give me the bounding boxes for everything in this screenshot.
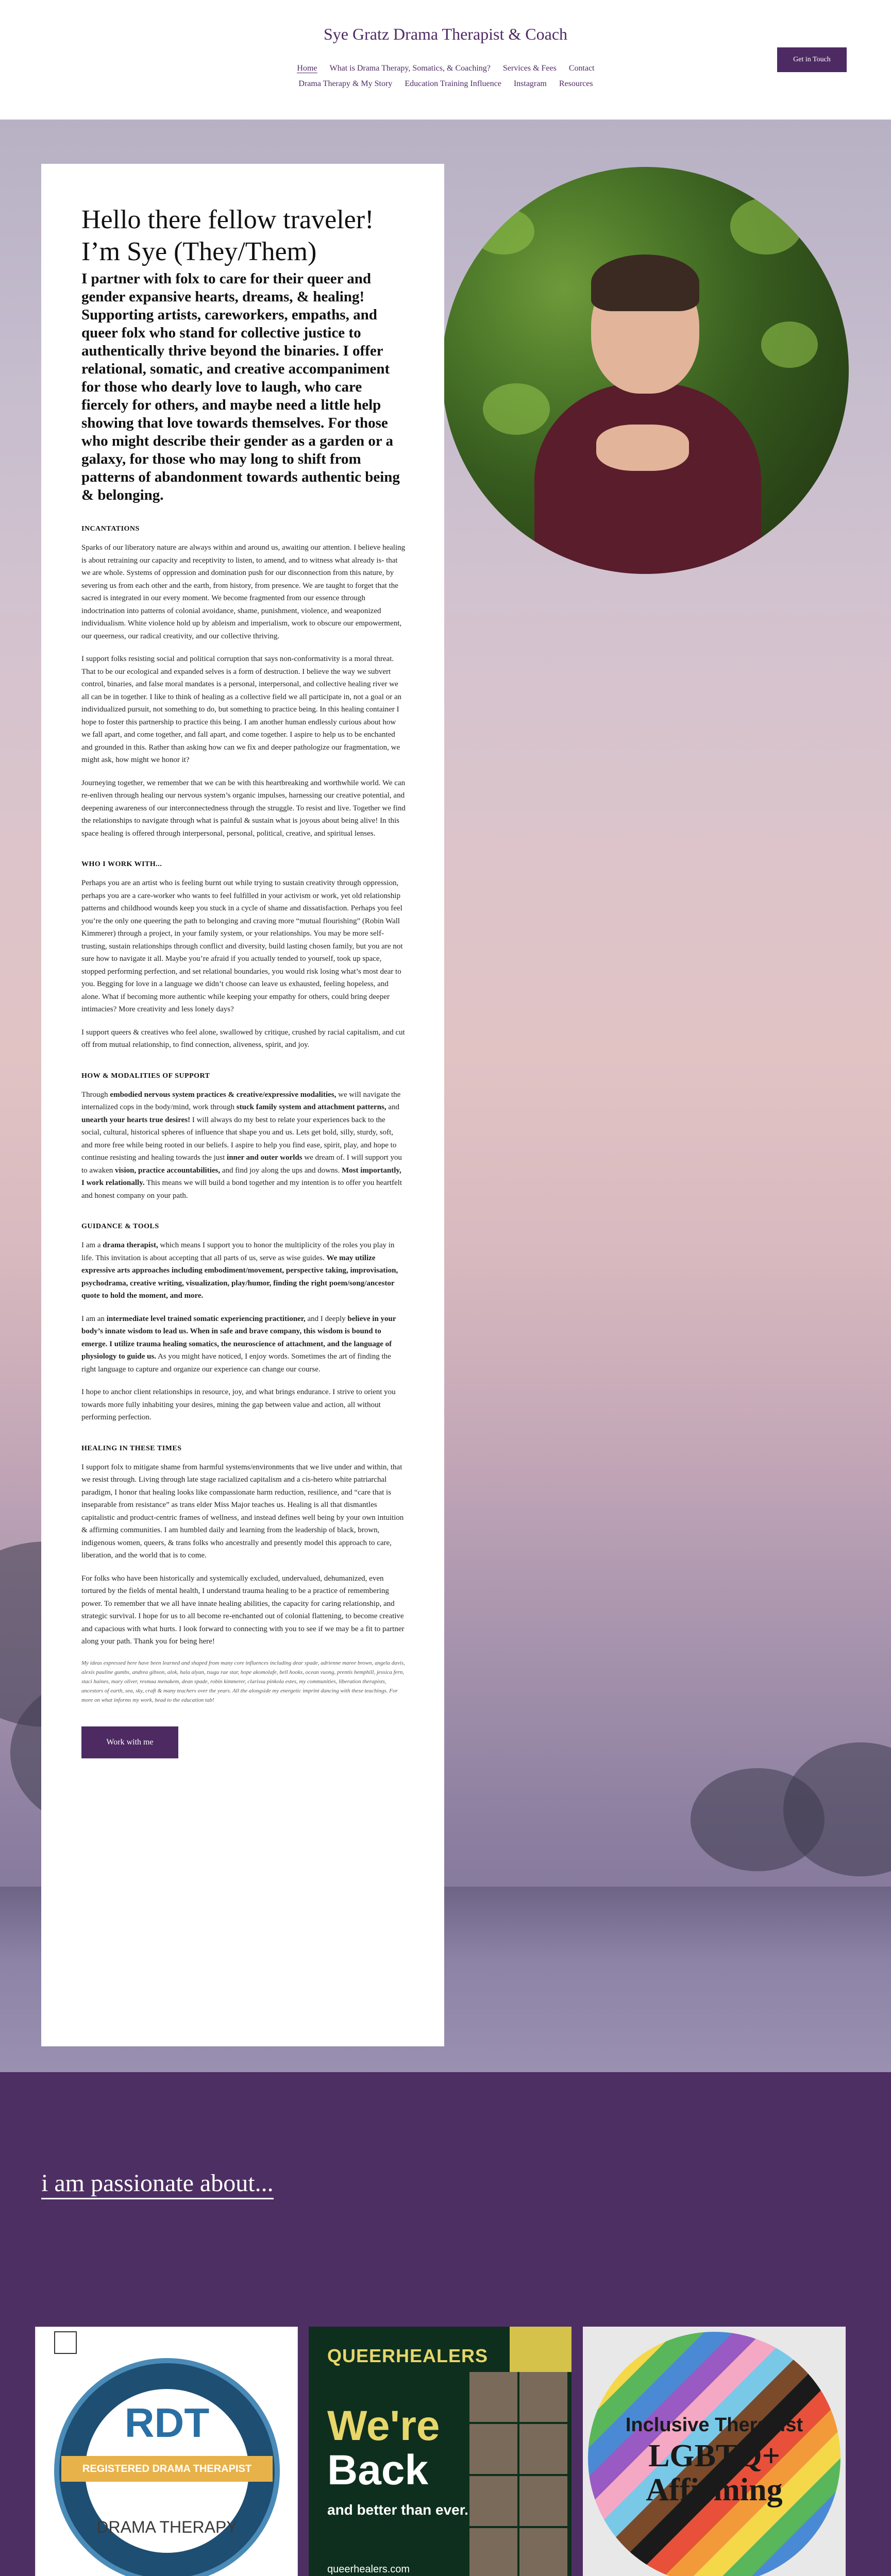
lgbtq-badge-title: Inclusive Therapist (625, 2414, 803, 2436)
site-title[interactable]: Sye Gratz Drama Therapist & Coach (323, 25, 568, 43)
profile-photo (442, 167, 849, 574)
work-with-me-button[interactable]: Work with me (81, 1726, 178, 1758)
paragraph: Sparks of our liberatory nature are always within and around us, awaiting our attention. I believe healing is about retraining our capacity and receptivity to listen, to amend, and to witness what already is- that we are whole. Systems of oppression and domination push for our disconnection from this nature, by severing us from each other and the earth, from history, from presence. We are taught to forget that the sacred is integrated in our every moment. We become fragmented from our essence through indoctrination into patterns of colonial avoidance, shame, punishment, violence, and weaponized individualism. White violence hold up by ableism and imperialism, work to obscure our empowerment, our queerness, our radical creativity, and our collective thriving. (81, 544, 406, 640)
rdt-badge-tile[interactable] (35, 2327, 298, 2576)
nav-education[interactable]: Education Training Influence (405, 79, 501, 88)
main-nav (268, 61, 624, 92)
queer-healers-headline: We're Back (327, 2402, 440, 2494)
get-in-touch-button[interactable]: Get in Touch (777, 47, 847, 72)
rdt-text: RDT (124, 2400, 210, 2446)
passion-title: i am passionate about... (41, 2170, 274, 2199)
section-heading-who: WHO I WORK WITH... (81, 860, 162, 868)
paragraph: For folks who have been historically and systemically excluded, undervalued, dehumanized, even tortured by the fields of mental health, I understand trauma healing to be a practice of remembering power. To remember that we all have innate healing abilities, the capacity for caring relationship, and strategic survival. I hope for us to all become re-enchanted out of colonial flattening, to become creative and capacious with what hurts. I look forward to connecting with you to see if we may be a fit to partner along your path. Thank you for being here! (81, 1574, 405, 1646)
site-header (0, 0, 891, 120)
nav-home[interactable]: Home (297, 64, 317, 73)
section-heading-how: HOW & MODALITIES OF SUPPORT (81, 1072, 210, 1080)
nav-contact[interactable]: Contact (568, 64, 595, 73)
paragraph: I support queers & creatives who feel alone, swallowed by critique, crushed by racial capitalism, and cut off from mutual relationship, to find connection, aliveness, spirit, and joy. (81, 1028, 405, 1049)
passion-section (0, 2072, 891, 2576)
logo-icon (54, 2331, 77, 2354)
section-heading-healing: HEALING IN THESE TIMES (81, 1444, 182, 1452)
intro-card (41, 164, 444, 2046)
influences-note: My ideas expressed here have been learned and shaped from many core influences including dear spade, adrienne maree brown, angela davis, alexis pauline gumbs, andrea gibson, alok, hala alyan, tsugu rae star, hope akomolafe, bell hooks, ocean vuong, prentis hemphill, jessica fern, staci haines, mary oliver, resmaa menakem, dean spade, robin kimmerer, clarissa pinkola estes, my communities, liberation therapists, ancestors of earth, sea, sky, craft & many teachers over the years. All the alongside my energetic imprint dancing with these teachings. For more on what informs my work, head to the education tab! (81, 1659, 405, 1703)
paragraph: I hope to anchor client relationships in resource, joy, and what brings endurance. I strive to orient you towards more fully inhabiting your desires, mining the gap between value and action, all without performing perfection. (81, 1388, 396, 1421)
nav-services-fees[interactable]: Services & Fees (502, 64, 557, 73)
lgbtq-badge-text: LGBTQ+ Affirming (646, 2438, 783, 2507)
paragraph: Journeying together, we remember that we can be with this heartbreaking and worthwhile world. We can re-enliven through healing our nervous system’s organic impulses, harnessing our creative potential, and deepening awareness of our interconnectedness through the struggle. To resist and live. Together we find the relationships to navigate through what is painful & sustain what is joyous about being alive! In this space healing is offered through interpersonal, personal, political, creative, and spiritual lenses. (81, 778, 406, 838)
queer-healers-url: queerhealers.com (327, 2564, 410, 2575)
queer-healers-tagline: and better than ever. (327, 2502, 468, 2518)
page-subheading: I’m Sye (They/Them) (81, 237, 317, 266)
rdt-subtext: DRAMA THERAPY (96, 2518, 238, 2536)
intro-statement: I partner with folx to care for their queer and gender expansive hearts, dreams, & healing! Supporting artists, careworkers, empaths, and queer folx who stand for collective justice to authentically thrive beyond the binaries. I offer relational, somatic, and creative accompaniment for those who dearly love to laugh, who care fiercely for others, and maybe need a little help showing that love towards themselves. For those who might describe their gender as a garden or a galaxy, for those who may long to shift from patterns of abandonment towards authentic being & belonging. (81, 270, 400, 503)
lgbtq-affirming-tile[interactable] (583, 2327, 846, 2576)
paragraph: I support folks resisting social and political corruption that says non-conformativity is a moral threat. That to be our ecological and expanded selves is a form of destruction. I believe the way we subvert control, binaries, and false moral mandates is a personal, interpersonal, and collective healing river we all can be in together. I like to think of healing as a collective field we all participate in, not a goal or an individualized pursuit, not something to do, but something to practice being. In this healing container I hope to foster this partnership to practice this being. I am another human endlessly curious about how we fall apart, and come together, and fall apart, and come together. I aspire to help us to be enchanted and grounded in this. Rather than asking how can we fix and deeper pathologize our fragmentation, we might ask, how might we honor it? (81, 655, 402, 764)
page-heading: Hello there fellow traveler! (81, 205, 374, 234)
queer-healers-tile[interactable] (309, 2327, 571, 2576)
paragraph: I am a drama therapist, which means I support you to honor the multiplicity of the roles you play in life. This invitation is about accepting that all parts of us, serve as wise guides. We may utilize expressive arts approaches including embodiment/movement, perspective taking, improvisation, psychodrama, creative writing, visualization, play/humor, finding the right poem/song/ancestor quote to hold the moment, and more. (81, 1241, 398, 1300)
nav-resources[interactable]: Resources (559, 79, 593, 88)
queer-healers-brand: QUEERHEALERS (327, 2345, 489, 2366)
paragraph: I am an intermediate level trained somatic experiencing practitioner, and I deeply believe in your body’s innate wisdom to lead us. When in safe and brave company, this wisdom is bound to emerge. I utilize trauma healing somatics, the neuroscience of attachment, and the language of physiology to guide us. As you might have noticed, I enjoy words. Sometimes the art of finding the right language to capture and organize our experience can change our course. (81, 1314, 396, 1374)
nav-what-is-drama-therapy[interactable]: What is Drama Therapy, Somatics, & Coaching? (329, 64, 491, 73)
nav-my-story[interactable]: Drama Therapy & My Story (298, 79, 393, 88)
rdt-banner: REGISTERED DRAMA THERAPIST (61, 2456, 273, 2482)
hero-section (0, 120, 891, 2072)
section-heading-incantations: INCANTATIONS (81, 525, 140, 533)
paragraph: I support folx to mitigate shame from harmful systems/environments that we live under and within, that we resist through. Living through late stage racialized capitalism and a cis-hetero white patriarchal paradigm, I honor that healing looks like compassionate harm reduction, resilience, and “care that is inseparable from resistance” as trans elder Miss Major teaches us. Healing is all that dismantles capitalistic and product-centric frames of wellness, and instead defines well being by your own intuition & affirming communities. I am humbled daily and learning from the leadership of black, brown, indigenous women, queers, & trans folks who ancestrally and presently model this approach to care, liberation, and the world that is to come. (81, 1463, 404, 1560)
paragraph: Perhaps you are an artist who is feeling burnt out while trying to sustain creativity through oppression, perhaps you are a care-worker who wants to feel fulfilled in your activism or work, yet old relationship patterns and childhood wounds keep you stuck in a cycle of shame and dissatisfaction. Perhaps you feel you’re the only one queering the path to belonging and craving more “mutual flourishing” (Robin Wall Kimmerer) through a project, in your family system, or your relationships. You may be more self-trusting, sustain relationships through conflict and diversity, build lasting chosen family, but you are not sure how to navigate it all. Maybe you’re afraid if you actually tended to yourself, took up space, stopped performing perfection, and set relational boundaries, you would risk losing what’s most dear to you. Begging for love in a language we didn’t choose can leave us exhausted, feeling hopeless, and alone. What if becoming more authentic while keeping your empathy for others, could bring deeper intimacies? More creativity and less lonely days? (81, 879, 403, 1013)
section-heading-guidance: GUIDANCE & TOOLS (81, 1223, 159, 1230)
photo-collage (469, 2372, 567, 2576)
paragraph: Through embodied nervous system practices & creative/expressive modalities, we will navigate the internalized cops in the body/mind, work through stuck family system and attachment patterns, and unearth your hearts true desires! I will always do my best to relate your experiences back to the social, cultural, historical spheres of influence that shape you and us. Lets get bold, silly, sturdy, soft, and more free while being rooted in our beliefs. I aspire to help you find ease, spirit, play, and hope to continue resisting and healing towards the just inner and outer worlds we dream of. I will support you to awaken vision, practice accountabilities, and find joy along the ups and downs. Most importantly, I work relationally. This means we will build a bond together and my intention is to offer you heartfelt and honest company on your path. (81, 1090, 402, 1200)
nav-instagram[interactable]: Instagram (513, 79, 547, 88)
